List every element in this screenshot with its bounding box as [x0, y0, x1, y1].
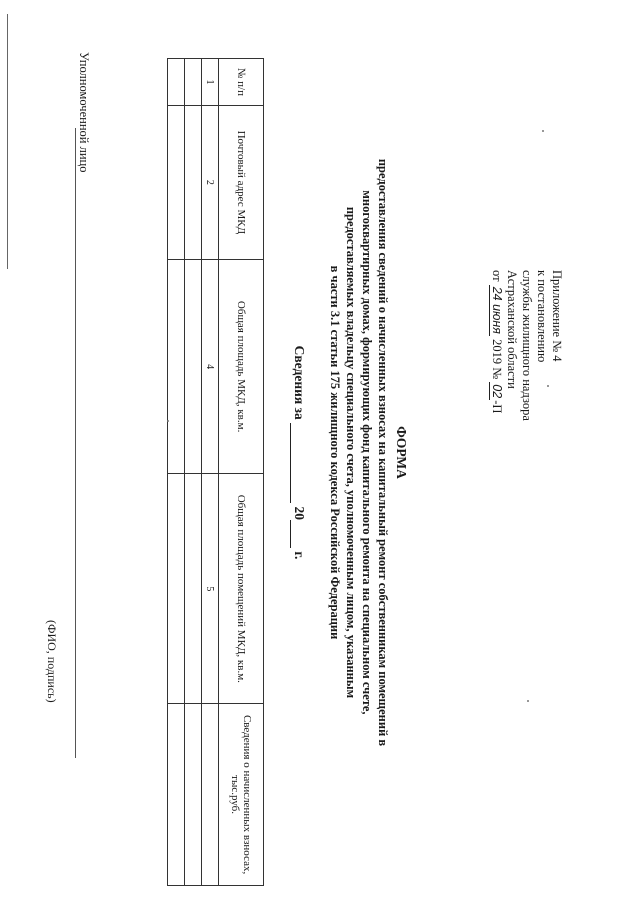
scan-speck — [167, 420, 169, 422]
table-cell — [185, 105, 202, 259]
title-line: многоквартирных домах, формирующих фонд капитального ремонта на специальном счете, — [360, 190, 374, 715]
fio-signature-caption: (ФИО, подпись) — [45, 620, 59, 703]
table-cell: 5 — [202, 474, 219, 704]
table-cell — [168, 105, 185, 259]
header-contributions: Сведения о начисленных взносах, тыс.руб. — [219, 704, 264, 886]
table-cell — [185, 59, 202, 106]
table-header-row — [219, 59, 264, 886]
period-prefix: Сведения за — [292, 345, 307, 420]
table-cell: 1 — [202, 59, 219, 106]
table-cell — [168, 474, 185, 704]
table-cell — [185, 704, 202, 886]
appendix-line: Приложение № 4 — [550, 270, 564, 362]
date-year: 2019 № — [490, 339, 504, 380]
table-cell: 2 — [202, 105, 219, 259]
scan-speck — [527, 700, 529, 702]
scan-speck — [542, 130, 544, 132]
date-prefix: от — [490, 270, 504, 282]
scan-speck — [547, 385, 549, 387]
period-blank-2 — [290, 520, 307, 548]
header-number: № п/п — [219, 59, 264, 106]
table-cell — [202, 704, 219, 886]
header-building-area: Общая площадь МКД, кв.м. — [219, 259, 264, 474]
handwritten-date: 24 июня — [490, 286, 504, 334]
period-middle: 20 — [292, 506, 307, 520]
data-table — [167, 58, 264, 886]
appendix-line: к постановлению — [535, 270, 549, 363]
table-cell — [168, 259, 185, 474]
table-row — [168, 59, 185, 886]
table-cell — [185, 474, 202, 704]
table-cell — [185, 259, 202, 474]
appendix-line: Астраханской области — [505, 270, 519, 389]
appendix-date-line — [489, 270, 504, 421]
handwritten-number: 02 — [490, 384, 504, 399]
form-title — [327, 0, 409, 905]
table-cell: 4 — [202, 259, 219, 474]
title-line: в части 3.1 статьи 175 жилищного кодекса Российской Федерации — [328, 265, 342, 640]
title-line: предоставляемых владельцу специального счета, уполномоченным лицом, указанным — [344, 206, 358, 699]
signature-line — [75, 128, 76, 758]
table-cell — [168, 59, 185, 106]
number-suffix: -П — [490, 400, 504, 414]
form-heading: ФОРМА — [394, 426, 409, 479]
period-blank-1 — [290, 423, 307, 503]
appendix-block — [489, 270, 564, 421]
table-cell — [168, 704, 185, 886]
title-line: предоставления сведений о начисленных взносах на капитальный ремонт собственникам помещений в — [376, 158, 390, 747]
authorized-person-label: Уполномоченной лицо — [77, 52, 91, 173]
table-row — [185, 59, 202, 886]
period-suffix: г. — [292, 551, 307, 560]
period-line — [290, 0, 307, 905]
header-premises-area: Общая площадь помещений МКД, кв.м. — [219, 474, 264, 704]
column-numbering-row — [202, 59, 219, 886]
appendix-line: службы жилищного надзора — [520, 270, 534, 421]
header-address: Почтовый адрес МКД — [219, 105, 264, 259]
